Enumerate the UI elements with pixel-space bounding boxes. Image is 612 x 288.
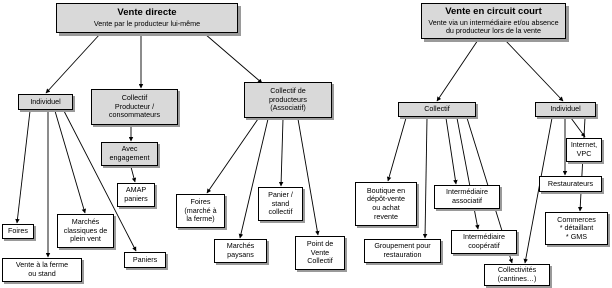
node-circuit-court-line-2: du producteur lors de la vente [445,26,542,36]
arrow-directe-collectif-prod [205,34,262,83]
node-paniers [124,252,166,268]
node-commerces-line-2: * détaillant [559,223,594,233]
node-restaurateurs-line-1: Restaurateurs [547,178,594,188]
node-point-vente [295,236,345,270]
node-commerces [545,212,608,245]
node-intermediaire-cooperatif-line-1: Intermédiaire [463,232,505,242]
arrow-court-collectif [437,40,478,101]
node-vente-ferme-line-2: ou stand [28,269,56,278]
node-collectif-prod-conso [91,89,178,125]
node-marches-paysans-line-2: paysans [227,250,254,259]
node-intermediaire-associatif-line-2: associatif [452,196,482,205]
node-collectif-producteurs [244,82,332,118]
node-point-vente-line-1: Point de [306,239,334,249]
node-collectif-prod-conso-line-2: Producteur / [114,101,155,111]
arrow-individuel-internet [571,118,585,137]
arrow-court-individuel [505,40,563,101]
node-circuit-court [421,3,566,39]
node-commerces-line-3: * GMS [565,231,588,241]
node-panier-stand [258,187,303,221]
node-collectif-producteurs-line-2: producteurs [269,94,307,104]
node-individuel-left-line-1: Individuel [30,96,61,106]
node-internet-vpc [566,138,602,162]
node-groupement [364,239,441,263]
node-avec-engagement-line-2: engagement [109,153,150,162]
node-individuel-left [18,94,73,110]
arrow-individuel-foires [17,111,30,223]
arrow-collectif-cooperatif [457,118,478,229]
arrow-individuel-marches [55,111,85,213]
node-internet-vpc-line-2: VPC [576,149,592,158]
node-vente-directe-line-1: Vente par le producteur lui-même [93,18,201,28]
node-collectivites-line-2: (cantines…) [497,274,537,283]
node-boutique [355,182,417,226]
node-collectif-right [398,102,476,117]
arrow-collectif-associatif [446,118,456,184]
node-boutique-line-2: dépôt-vente [367,194,405,204]
arrow-collectif-prod-panier-stand [281,119,283,186]
node-circuit-court-title: Vente en circuit court [445,6,542,18]
node-collectif-producteurs-line-1: Collectif de [270,86,306,96]
node-avec-engagement-line-1: Avec [121,144,138,154]
node-paniers-line-1: Paniers [132,254,158,264]
node-vente-directe [56,3,238,33]
node-boutique-line-4: revente [374,211,398,221]
node-collectif-right-line-1: Collectif [424,104,450,114]
node-intermediaire-cooperatif-line-2: coopératif [468,241,500,250]
node-foires-marche-ferme-line-2: (marché à [184,205,217,215]
node-vente-ferme [2,258,82,282]
arrow-directe-individuel [46,34,100,93]
node-collectif-producteurs-line-3: (Associatif) [270,103,306,113]
node-marches-paysans-line-1: Marchés [226,241,255,251]
node-marches-classiques-line-1: Marchés [71,217,100,227]
node-groupement-line-1: Groupement pour [374,241,431,251]
arrow-collectif-prod-foires [207,119,258,193]
arrow-engagement-amap [131,167,135,182]
node-circuit-court-line-1: Vente via un intermédiaire et/ou absence [428,17,559,27]
node-collectivites-line-1: Collectivités [497,265,537,275]
node-foires-left-line-1: Foires [8,226,28,236]
node-internet-vpc-line-1: Internet, [570,140,598,150]
node-marches-classiques-line-3: plein vent [70,234,101,244]
node-amap-line-2: paniers [124,194,148,203]
node-marches-classiques [57,214,114,248]
node-commerces-line-1: Commerces [557,214,596,224]
node-individuel-right [535,102,596,117]
node-intermediaire-associatif [434,185,500,209]
node-groupement-line-2: restauration [383,250,422,259]
node-collectivites [484,264,550,286]
node-avec-engagement [101,142,158,166]
node-boutique-line-3: ou achat [372,203,400,212]
node-point-vente-line-2: Vente [310,247,330,257]
node-marches-paysans [214,239,267,263]
node-point-vente-line-3: Collectif [307,256,333,266]
node-marches-classiques-line-2: classiques de [63,225,108,235]
node-panier-stand-line-1: Panier / [268,190,293,200]
node-foires-left [2,224,34,239]
node-intermediaire-cooperatif [451,230,517,254]
node-foires-marche-ferme [176,194,225,228]
node-amap-line-1: AMAP [125,185,147,195]
node-restaurateurs [539,176,602,192]
arrow-collectif-boutique [388,118,406,181]
node-individuel-right-line-1: Individuel [550,104,581,114]
node-boutique-line-1: Boutique en [366,185,406,195]
node-vente-directe-title: Vente directe [117,7,177,19]
node-panier-stand-line-2: stand [271,198,290,208]
node-collectif-prod-conso-line-1: Collectif [121,93,148,103]
node-amap [117,183,155,207]
node-foires-marche-ferme-line-3: la ferme) [186,214,215,224]
arrow-collectif-groupement [425,118,427,238]
node-collectif-prod-conso-line-3: consommateurs [108,110,161,120]
node-intermediaire-associatif-line-1: Intermédiaire [446,187,488,197]
node-vente-ferme-line-1: Vente à la ferme [15,260,69,270]
node-foires-marche-ferme-line-1: Foires [190,197,211,207]
node-panier-stand-line-3: collectif [268,207,293,217]
